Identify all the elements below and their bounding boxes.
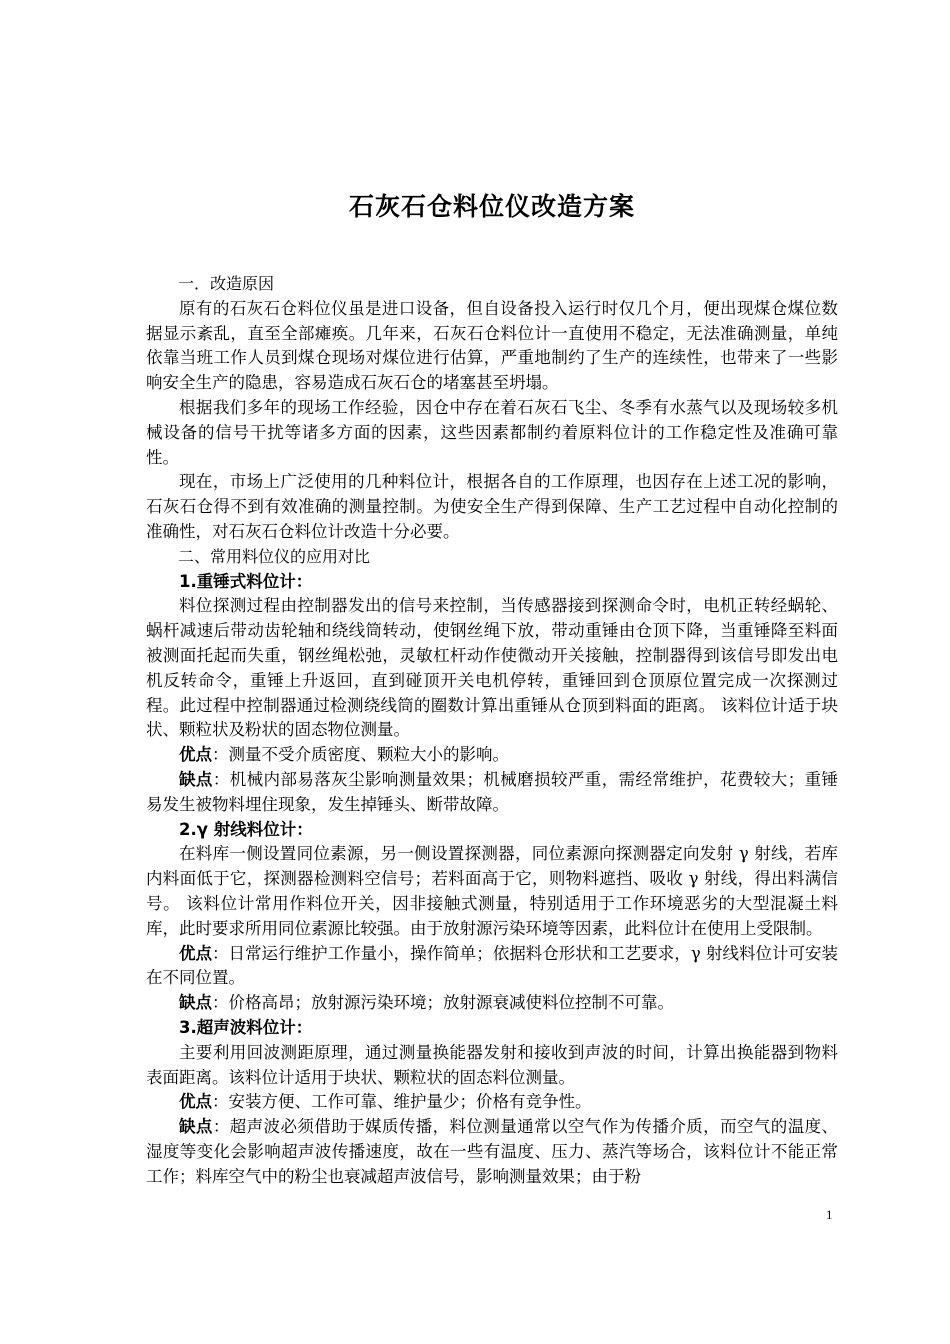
advantages-paragraph — [146, 1090, 838, 1115]
section-heading-1: 一．改造原因 — [178, 274, 275, 293]
paragraph: 主要利用回波测距原理，通过测量换能器发射和接收到声波的时间，计算出换能器到物料表面距离。该料位计适用于块状、颗粒状的固态料位测量。 — [146, 1042, 838, 1087]
subsection-heading-gamma-ray: 2.γ 射线料位计： — [179, 819, 313, 839]
subsection-heading-heavy-hammer: 1.重锤式料位计： — [179, 571, 313, 591]
disadvantages-text: ：超声波必须借助于媒质传播，料位测量通常以空气作为传播介质，而空气的温度、湿度等变化会影响超声波传播速度，故在一些有温度、压力、蒸汽等场合，该料位计不能正常工作；料库空气中的粉尘也衰减超声波信号，影响测量效果；由于粉 — [146, 1117, 839, 1186]
advantages-paragraph — [146, 743, 838, 768]
advantages-paragraph — [146, 942, 838, 992]
paragraph: 原有的石灰石仓料位仪虽是进口设备，但自设备投入运行时仅几个月，便出现煤仓煤位数据显示紊乱，直至全部瘫痪。几年来，石灰石仓料位计一直使用不稳定，无法准确测量，单纯依靠当班工作人员到煤仓现场对煤位进行估算，严重地制约了生产的连续性，也带来了一些影响安全生产的隐患，容易造成石灰石仓的堵塞甚至坍塌。 — [146, 298, 838, 393]
disadvantages-label: 缺点 — [179, 1117, 213, 1137]
paragraph: 在料库一侧设置同位素源，另一侧设置探测器，同位素源向探测器定向发射 γ 射线，若库内料面低于它，探测器检测料空信号；若料面高于它，则物料遮挡、吸收 γ 射线，得出料满信号。 该料位计常用作料位开关，因非接触式测量，特别适用于工作环境恶劣的大型混凝土料库，此时要求所用同位素源比较强。由于放射源污染环境等因素，此料位计在使用上受限制。 — [146, 844, 838, 938]
paragraph: 根据我们多年的现场工作经验，因仓中存在着石灰石飞尘、冬季有水蒸气以及现场较多机械设备的信号干扰等诸多方面的因素，这些因素都制约着原料位计的工作稳定性及准确可靠性。 — [146, 397, 838, 467]
paragraph: 现在，市场上广泛使用的几种料位计，根据各自的工作原理，也因存在上述工况的影响，石灰石仓得不到有效准确的测量控制。为使安全生产得到保障、生产工艺过程中自动化控制的准确性，对石灰石仓料位计改造十分必要。 — [146, 472, 838, 541]
document-title: 石灰石仓料位仪改造方案 — [348, 192, 635, 221]
disadvantages-label: 缺点 — [179, 993, 212, 1013]
document-body — [146, 190, 838, 1189]
advantages-label: 优点 — [179, 745, 212, 765]
advantages-label: 优点 — [179, 1092, 212, 1112]
advantages-text: ：测量不受介质密度、颗粒大小的影响。 — [212, 745, 509, 765]
disadvantages-paragraph — [146, 768, 838, 818]
disadvantages-paragraph — [146, 1115, 838, 1189]
section-heading-2: 二、常用料位仪的应用对比 — [178, 546, 371, 566]
disadvantages-label: 缺点 — [179, 769, 213, 789]
disadvantages-paragraph — [146, 991, 838, 1016]
disadvantages-text: ：价格高昂；放射源污染环境；放射源衰减使料位控制不可靠。 — [212, 993, 674, 1013]
subsection-heading-ultrasonic: 3.超声波料位计： — [179, 1017, 313, 1037]
disadvantages-text: ：机械内部易落灰尘影响测量效果；机械磨损较严重，需经常维护，花费较大；重锤易发生被物料埋住现象，发生掉锤头、断带故障。 — [146, 769, 839, 814]
advantages-text: ：日常运行维护工作量小，操作简单；依据料仓形状和工艺要求，γ 射线料位计可安装在不同位置。 — [146, 943, 839, 988]
page-number: 1 — [826, 1207, 833, 1222]
advantages-label: 优点 — [179, 943, 213, 963]
advantages-text: ：安装方便、工作可靠、维护量少；价格有竞争性。 — [212, 1092, 592, 1112]
paragraph: 料位探测过程由控制器发出的信号来控制，当传感器接到探测命令时，电机正转经蜗轮、蜗杆减速后带动齿轮轴和绕线筒转动，使钢丝绳下放，带动重锤由仓顶下降，当重锤降至料面被测面托起而失重，钢丝绳松弛，灵敏杠杆动作使微动开关接触，控制器得到该信号即发出电机反转命令，重锤上升返回，直到碰顶开关电机停转，重锤回到仓顶原位置完成一次探测过程。此过程中控制器通过检测绕线筒的圈数计算出重锤从仓顶到料面的距离。 该料位计适于块状、颗粒状及粉状的固态物位测量。 — [146, 596, 838, 740]
